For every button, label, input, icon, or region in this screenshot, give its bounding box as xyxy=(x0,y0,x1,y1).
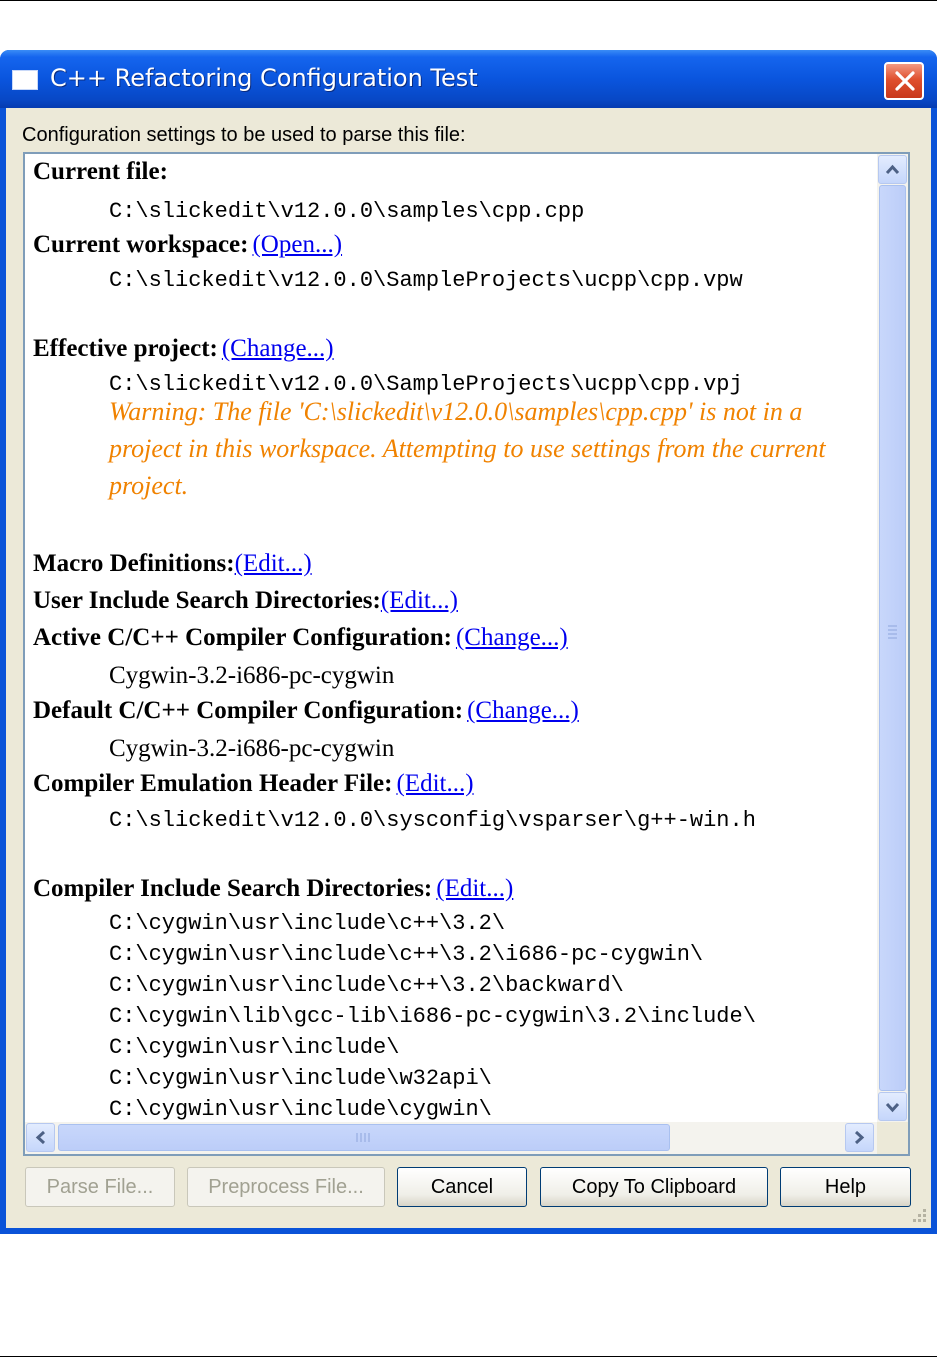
include-path-item: C:\cygwin\usr\include\cygwin\ xyxy=(109,1097,492,1122)
current-workspace-label: Current workspace: xyxy=(33,231,249,258)
vertical-scroll-thumb[interactable] xyxy=(879,185,906,1091)
scroll-left-arrow-icon xyxy=(27,1124,54,1151)
settings-content xyxy=(25,154,877,1122)
effective-project-path: C:\slickedit\v12.0.0\SampleProjects\ucpp\cpp.vpj xyxy=(109,372,743,397)
emulation-header-label: Compiler Emulation Header File: xyxy=(33,770,393,797)
default-compiler-label: Default C/C++ Compiler Configuration: xyxy=(33,697,464,724)
scroll-right-button[interactable] xyxy=(845,1123,874,1152)
window-icon xyxy=(12,70,38,90)
current-workspace-row xyxy=(33,231,342,259)
dialog-client-area xyxy=(6,108,931,1228)
scroll-left-button[interactable] xyxy=(26,1123,55,1152)
current-file-path: C:\slickedit\v12.0.0\samples\cpp.cpp xyxy=(109,199,585,224)
change-project-link[interactable]: (Change...) xyxy=(221,335,334,362)
thumb-grip-icon xyxy=(880,186,905,1090)
compiler-include-row xyxy=(33,875,513,903)
active-compiler-value: Cygwin-3.2-i686-pc-cygwin xyxy=(109,662,395,689)
copy-to-clipboard-button[interactable]: Copy To Clipboard xyxy=(540,1167,768,1207)
close-button[interactable] xyxy=(884,62,924,100)
include-path-item: C:\cygwin\usr\include\ xyxy=(109,1035,400,1060)
thumb-grip-icon xyxy=(59,1125,669,1150)
page-top-rule xyxy=(0,0,937,1)
include-path-item: C:\cygwin\usr\include\w32api\ xyxy=(109,1066,492,1091)
user-include-row xyxy=(33,587,458,615)
size-grip-icon[interactable] xyxy=(906,1208,928,1226)
current-file-label: Current file: xyxy=(33,158,168,185)
help-button[interactable]: Help xyxy=(780,1167,911,1207)
title-bar[interactable] xyxy=(0,50,937,108)
include-path-item: C:\cygwin\usr\include\c++\3.2\backward\ xyxy=(109,973,624,998)
scroll-right-arrow-icon xyxy=(846,1124,873,1151)
change-default-compiler-link[interactable]: (Change...) xyxy=(467,697,579,724)
user-include-label: User Include Search Directories: xyxy=(33,587,381,614)
horizontal-scroll-thumb[interactable] xyxy=(58,1124,670,1151)
edit-compiler-include-link[interactable]: (Edit...) xyxy=(436,875,514,902)
project-warning: Warning: The file 'C:\slickedit\v12.0.0\samples\cpp.cpp' is not in a project in this workspace. Attempting to use settings from the current project. xyxy=(109,397,826,500)
scroll-down-arrow-icon xyxy=(879,1093,906,1120)
edit-macros-link[interactable]: (Edit...) xyxy=(234,550,312,577)
default-compiler-value: Cygwin-3.2-i686-pc-cygwin xyxy=(109,735,395,762)
close-icon xyxy=(894,71,916,91)
open-workspace-link[interactable]: (Open...) xyxy=(252,231,343,258)
change-active-compiler-link[interactable]: (Change...) xyxy=(455,624,568,651)
current-workspace-path: C:\slickedit\v12.0.0\SampleProjects\ucpp\cpp.vpw xyxy=(109,268,743,293)
active-compiler-label: Active C/C++ Compiler Configuration: xyxy=(33,624,452,651)
macro-definitions-row xyxy=(33,550,312,578)
default-compiler-row xyxy=(33,697,579,725)
include-path-item: C:\cygwin\usr\include\c++\3.2\i686-pc-cygwin\ xyxy=(109,942,704,967)
effective-project-row xyxy=(33,335,334,363)
emulation-header-path: C:\slickedit\v12.0.0\sysconfig\vsparser\g++-win.h xyxy=(109,808,756,833)
vertical-scrollbar[interactable] xyxy=(877,154,908,1122)
window-title: C++ Refactoring Configuration Test xyxy=(50,64,478,92)
dialog-caption: Configuration settings to be used to parse this file: xyxy=(22,124,466,146)
dialog-window xyxy=(0,50,937,1234)
edit-emulation-header-link[interactable]: (Edit...) xyxy=(396,770,474,797)
macro-definitions-label: Macro Definitions: xyxy=(33,550,235,577)
horizontal-scrollbar[interactable] xyxy=(25,1122,877,1154)
cancel-button[interactable]: Cancel xyxy=(397,1167,527,1207)
scroll-down-button[interactable] xyxy=(878,1092,907,1121)
include-path-item: C:\cygwin\lib\gcc-lib\i686-pc-cygwin\3.2\include\ xyxy=(109,1004,756,1029)
current-file-row xyxy=(33,158,168,186)
scrollbar-corner xyxy=(877,1122,908,1154)
include-path-item: C:\cygwin\usr\include\c++\3.2\ xyxy=(109,911,506,936)
effective-project-label: Effective project: xyxy=(33,335,218,362)
preprocess-file-button[interactable]: Preprocess File... xyxy=(187,1167,385,1207)
emulation-header-row xyxy=(33,770,474,798)
compiler-include-label: Compiler Include Search Directories: xyxy=(33,875,433,902)
scroll-up-button[interactable] xyxy=(878,155,907,184)
active-compiler-row xyxy=(33,624,568,652)
parse-file-button[interactable]: Parse File... xyxy=(25,1167,175,1207)
scroll-up-arrow-icon xyxy=(879,156,906,183)
edit-user-include-link[interactable]: (Edit...) xyxy=(380,587,458,614)
settings-view xyxy=(23,152,910,1156)
